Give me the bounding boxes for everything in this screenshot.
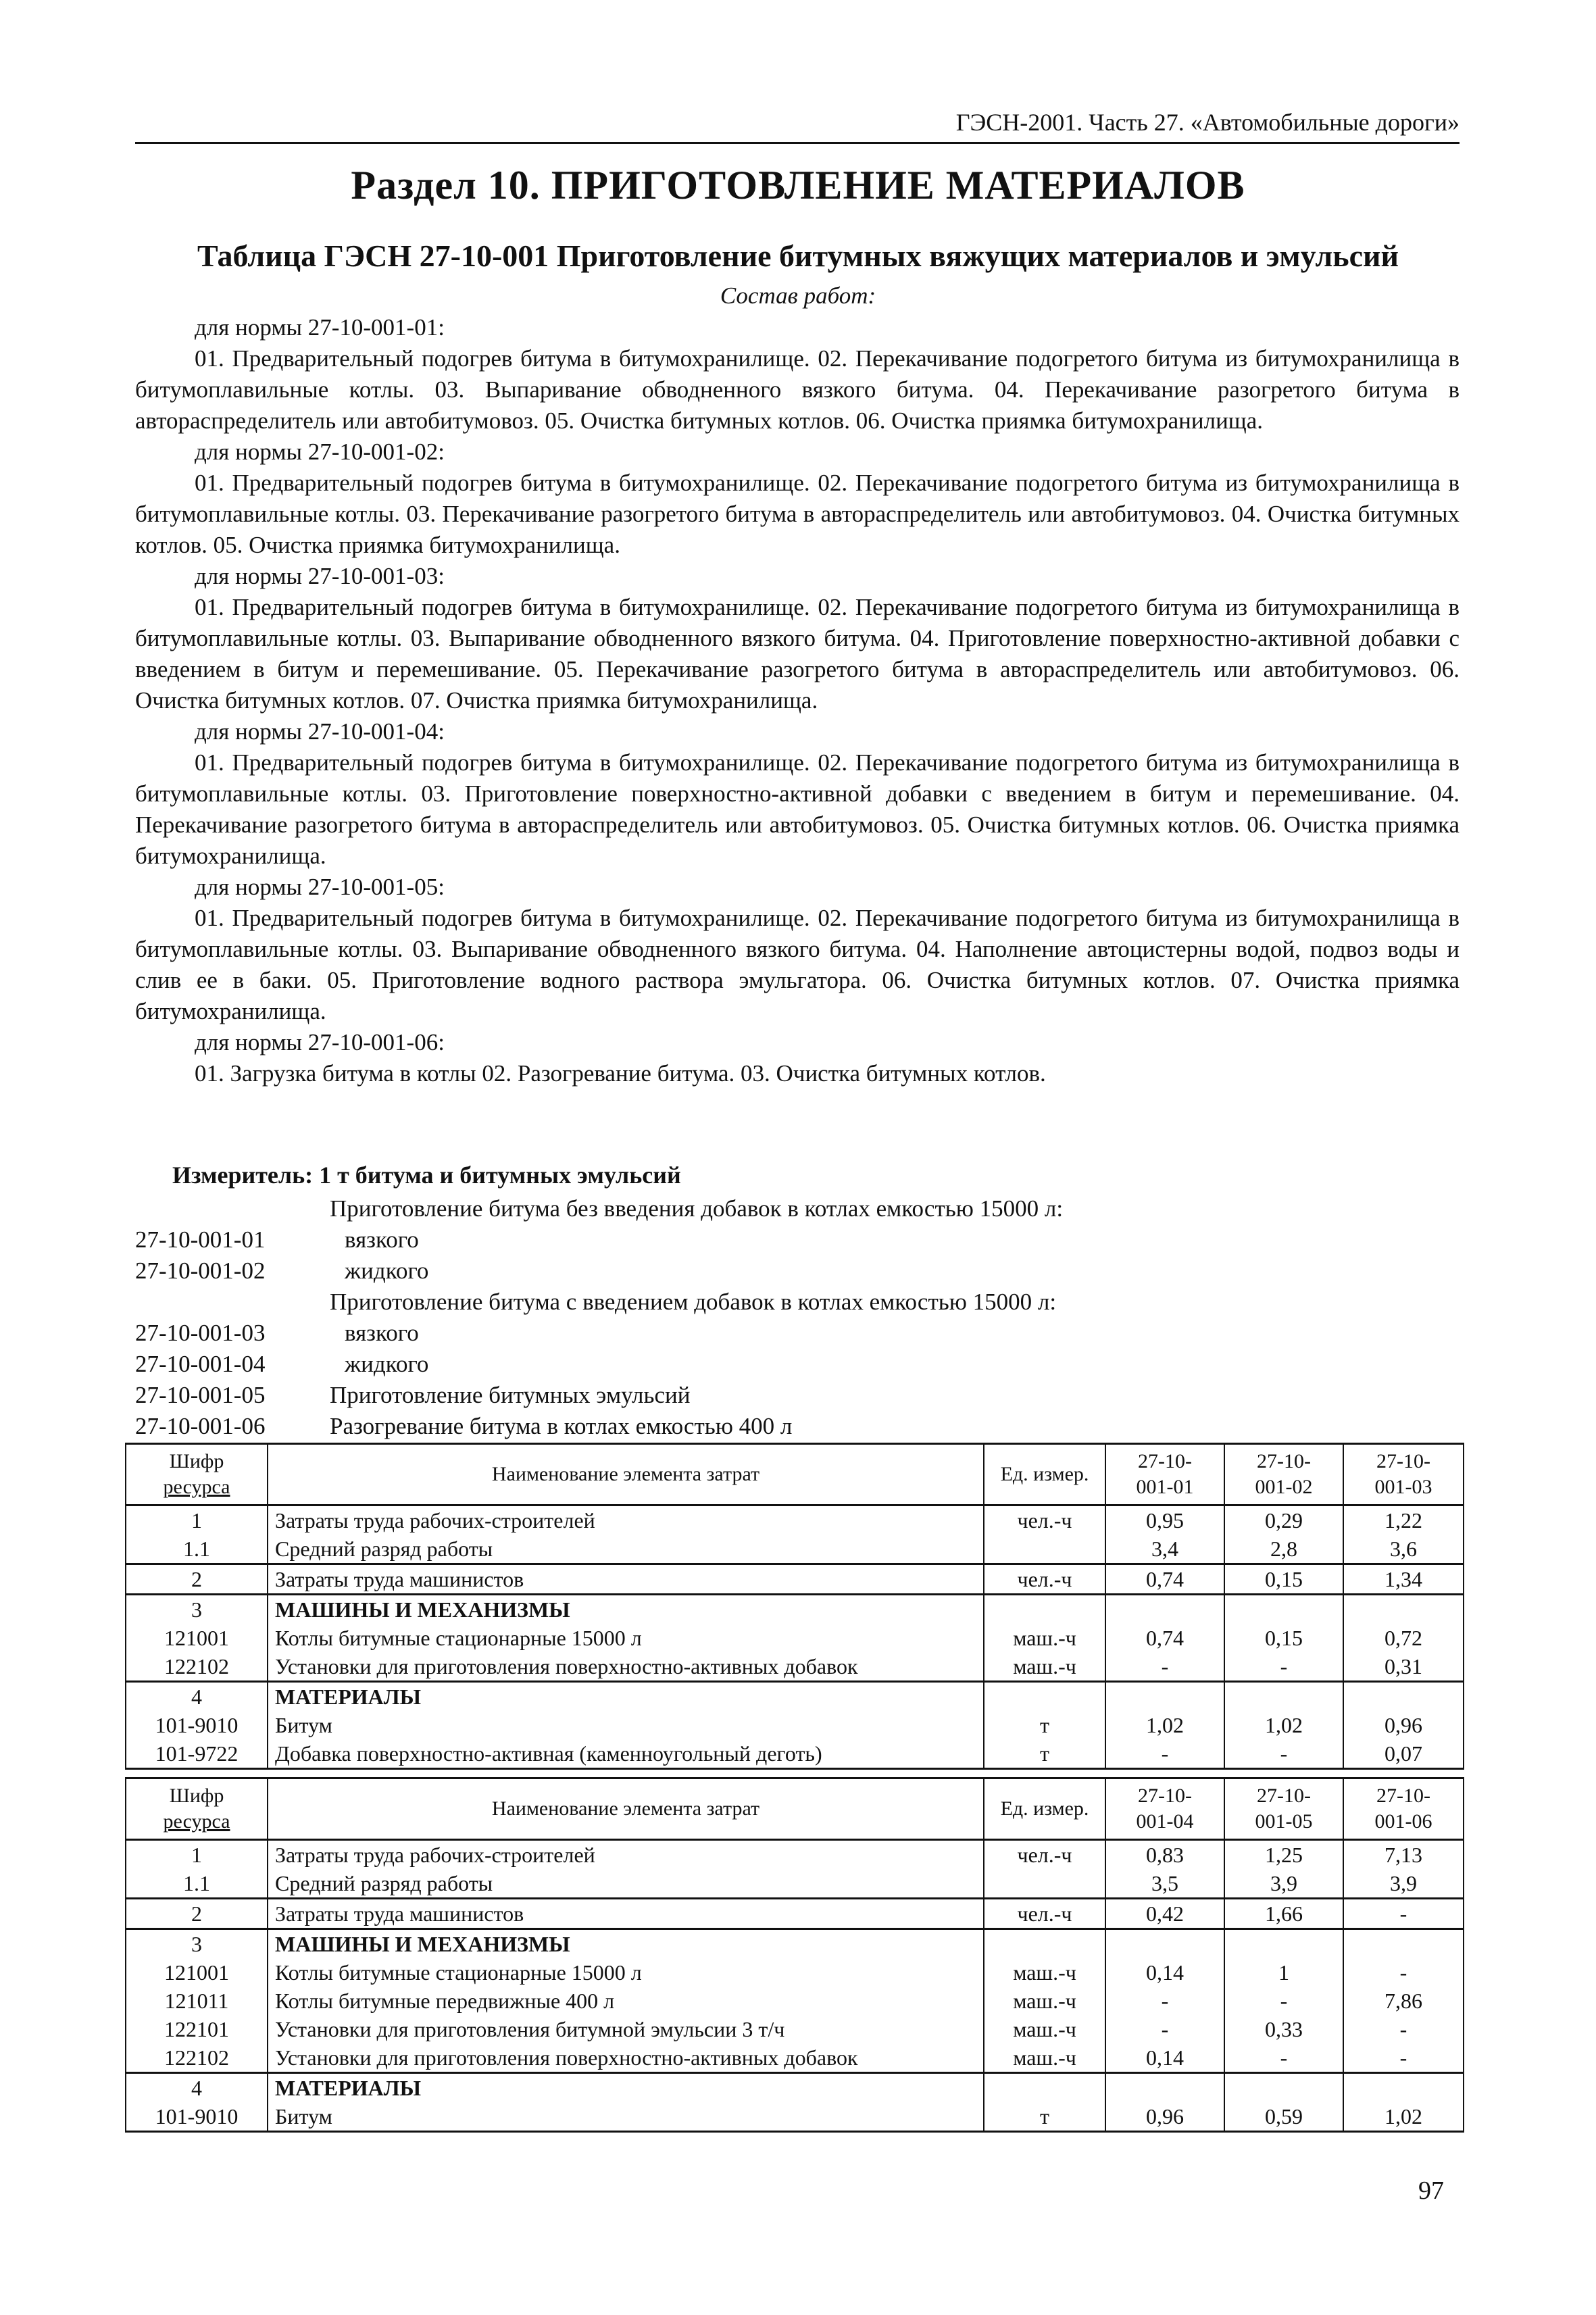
header-cost-element: Наименование элемента затрат xyxy=(268,1444,984,1505)
header-norm-02: 27-10- 001-02 xyxy=(1224,1444,1343,1505)
table-row xyxy=(126,1564,1464,1595)
table-row xyxy=(126,1869,1464,1899)
table-row xyxy=(126,2073,1464,2103)
cell-name: Затраты труда рабочих-строителей xyxy=(268,1840,984,1870)
cell-value: - xyxy=(1105,1987,1224,2015)
cell-value: 0,95 xyxy=(1105,1505,1224,1535)
cell-code: 101-9010 xyxy=(126,1711,268,1739)
norm-variants xyxy=(135,1193,1460,1442)
table-row xyxy=(126,1711,1464,1739)
cost-table-1 xyxy=(125,1443,1464,1770)
cell-value xyxy=(1224,1929,1343,1959)
table-row xyxy=(126,1652,1464,1682)
norm-text: 01. Загрузка битума в котлы 02. Разогревание битума. 03. Очистка битумных котлов. xyxy=(195,1060,1046,1087)
cell-value: 0,74 xyxy=(1105,1564,1224,1595)
cell-code: 4 xyxy=(126,2073,268,2103)
cell-value: 1,34 xyxy=(1343,1564,1464,1595)
cell-name: Затраты труда машинистов xyxy=(268,1564,984,1595)
cell-value xyxy=(1105,1682,1224,1712)
cell-value: 3,6 xyxy=(1343,1535,1464,1564)
variant-name: Разогревание битума в котлах емкостью 400 л xyxy=(330,1413,793,1439)
cell-value: 3,4 xyxy=(1105,1535,1224,1564)
cell-name: МАТЕРИАЛЫ xyxy=(268,2073,984,2103)
cell-code: 122101 xyxy=(126,2015,268,2043)
cell-code: 1 xyxy=(126,1840,268,1870)
variant-row xyxy=(135,1380,1460,1411)
table-title: Таблица ГЭСН 27-10-001 Приготовление битумных вяжущих материалов и эмульсий xyxy=(197,239,1399,273)
header-norm-05: 27-10- 001-05 xyxy=(1224,1778,1343,1840)
table-row xyxy=(126,2043,1464,2073)
cell-name: МАШИНЫ И МЕХАНИЗМЫ xyxy=(268,1595,984,1624)
norm-label: для нормы 27-10-001-01: xyxy=(195,314,445,341)
header-cost-element: Наименование элемента затрат xyxy=(268,1778,984,1840)
cell-value: 0,15 xyxy=(1224,1564,1343,1595)
variant-name: жидкого xyxy=(345,1351,429,1377)
cell-name: Средний разряд работы xyxy=(268,1535,984,1564)
variant-row xyxy=(135,1224,1460,1255)
cell-value: 3,5 xyxy=(1105,1869,1224,1899)
cell-code: 101-9722 xyxy=(126,1739,268,1769)
cell-value: 1,22 xyxy=(1343,1505,1464,1535)
variant-group-heading: Приготовление битума с введением добавок в котлах емкостью 15000 л: xyxy=(330,1289,1057,1315)
cell-value: - xyxy=(1343,1958,1464,1987)
cell-value: 7,13 xyxy=(1343,1840,1464,1870)
variant-code: 27-10-001-05 xyxy=(135,1382,266,1408)
cell-value: - xyxy=(1343,2043,1464,2073)
variant-row xyxy=(135,1318,1460,1349)
cell-value: 0,96 xyxy=(1105,2102,1224,2132)
cell-code: 2 xyxy=(126,1564,268,1595)
cell-unit: чел.-ч xyxy=(984,1840,1105,1870)
norm-label: для нормы 27-10-001-06: xyxy=(195,1029,445,1055)
cell-value: - xyxy=(1343,1899,1464,1929)
cell-value: 0,14 xyxy=(1105,1958,1224,1987)
cell-code: 1 xyxy=(126,1505,268,1535)
cell-code: 101-9010 xyxy=(126,2102,268,2132)
cell-value: 7,86 xyxy=(1343,1987,1464,2015)
cell-unit: чел.-ч xyxy=(984,1899,1105,1929)
cell-unit xyxy=(984,1929,1105,1959)
cell-unit xyxy=(984,1869,1105,1899)
cell-value xyxy=(1343,1682,1464,1712)
cell-value xyxy=(1343,1929,1464,1959)
cell-value xyxy=(1343,1595,1464,1624)
header-unit: Ед. измер. xyxy=(984,1444,1105,1505)
cell-code: 121001 xyxy=(126,1624,268,1652)
norm-text: 01. Предварительный подогрев битума в битумохранилище. 02. Перекачивание подогретого битума из битумохранилища в битумоплавильные котлы. 03. Перекачивание разогретого битума в автораспределитель или автобитумовоз. 04. Очистка битумных котлов. 05. Очистка приямка битумохранилища. xyxy=(135,470,1460,558)
variant-name: вязкого xyxy=(345,1226,419,1253)
table-header-row xyxy=(126,1778,1464,1840)
cell-unit: т xyxy=(984,1739,1105,1769)
variant-code: 27-10-001-02 xyxy=(135,1258,266,1284)
table-row xyxy=(126,1739,1464,1769)
table-header-row xyxy=(126,1444,1464,1505)
cell-unit: маш.-ч xyxy=(984,1624,1105,1652)
cell-code: 4 xyxy=(126,1682,268,1712)
section-title: Раздел 10. ПРИГОТОВЛЕНИЕ МАТЕРИАЛОВ xyxy=(351,163,1245,207)
cell-value: - xyxy=(1105,2015,1224,2043)
cell-name: Средний разряд работы xyxy=(268,1869,984,1899)
header-unit: Ед. измер. xyxy=(984,1778,1105,1840)
cell-name: МАШИНЫ И МЕХАНИЗМЫ xyxy=(268,1929,984,1959)
cell-value: 0,59 xyxy=(1224,2102,1343,2132)
variant-row xyxy=(135,1349,1460,1380)
variant-name: вязкого xyxy=(345,1320,419,1346)
composition-heading: Состав работ: xyxy=(720,282,876,309)
cell-unit xyxy=(984,1682,1105,1712)
cell-value: - xyxy=(1343,2015,1464,2043)
cell-unit: маш.-ч xyxy=(984,2043,1105,2073)
cell-code: 3 xyxy=(126,1929,268,1959)
cell-value: - xyxy=(1224,1739,1343,1769)
cell-value: 1,02 xyxy=(1224,1711,1343,1739)
norm-label: для нормы 27-10-001-02: xyxy=(195,439,445,465)
variant-row xyxy=(135,1411,1460,1442)
cell-value: 1,25 xyxy=(1224,1840,1343,1870)
cell-value xyxy=(1343,2073,1464,2103)
table-row xyxy=(126,1595,1464,1624)
cell-value: 0,72 xyxy=(1343,1624,1464,1652)
cell-value xyxy=(1224,1595,1343,1624)
table-row xyxy=(126,1505,1464,1535)
cell-unit: чел.-ч xyxy=(984,1505,1105,1535)
variant-code: 27-10-001-04 xyxy=(135,1351,266,1377)
header-norm-01: 27-10- 001-01 xyxy=(1105,1444,1224,1505)
cell-name: Установки для приготовления поверхностно-активных добавок xyxy=(268,2043,984,2073)
cell-name: Установки для приготовления битумной эмульсии 3 т/ч xyxy=(268,2015,984,2043)
cell-value: - xyxy=(1224,2043,1343,2073)
cell-value: 0,96 xyxy=(1343,1711,1464,1739)
norm-text: 01. Предварительный подогрев битума в битумохранилище. 02. Перекачивание подогретого битума из битумохранилища в битумоплавильные котлы. 03. Выпаривание обводненного вязкого битума. 04. Наполнение автоцистерны водой, подвоз воды и слив ее в баки. 05. Приготовление водного раствора эмульгатора. 06. Очистка битумных котлов. 07. Очистка приямка битумохранилища. xyxy=(135,905,1460,1024)
cell-name: МАТЕРИАЛЫ xyxy=(268,1682,984,1712)
norm-label: для нормы 27-10-001-03: xyxy=(195,563,445,589)
cell-name: Затраты труда машинистов xyxy=(268,1899,984,1929)
table-row xyxy=(126,1958,1464,1987)
header-resource-code: Шифр ресурса xyxy=(126,1444,268,1505)
cell-value: - xyxy=(1105,1652,1224,1682)
cell-value xyxy=(1105,2073,1224,2103)
cell-unit xyxy=(984,1595,1105,1624)
variant-code: 27-10-001-01 xyxy=(135,1226,266,1253)
cell-name: Затраты труда рабочих-строителей xyxy=(268,1505,984,1535)
cell-unit: т xyxy=(984,2102,1105,2132)
cell-code: 2 xyxy=(126,1899,268,1929)
cell-code: 122102 xyxy=(126,2043,268,2073)
cell-value: 3,9 xyxy=(1343,1869,1464,1899)
cell-value: 3,9 xyxy=(1224,1869,1343,1899)
cell-code: 122102 xyxy=(126,1652,268,1682)
table-row xyxy=(126,1535,1464,1564)
cell-unit: маш.-ч xyxy=(984,1652,1105,1682)
cell-value: 0,33 xyxy=(1224,2015,1343,2043)
header-norm-03: 27-10- 001-03 xyxy=(1343,1444,1464,1505)
variant-name: жидкого xyxy=(345,1258,429,1284)
header-resource-code: Шифр ресурса xyxy=(126,1778,268,1840)
norm-text: 01. Предварительный подогрев битума в битумохранилище. 02. Перекачивание подогретого битума из битумохранилища в битумоплавильные котлы. 03. Выпаривание обводненного вязкого битума. 04. Перекачивание разогретого битума в автораспределитель или автобитумовоз. 05. Очистка битумных котлов. 06. Очистка приямка битумохранилища. xyxy=(135,345,1460,434)
cell-code: 1.1 xyxy=(126,1869,268,1899)
cell-value: 0,74 xyxy=(1105,1624,1224,1652)
cell-name: Добавка поверхностно-активная (каменноугольный деготь) xyxy=(268,1739,984,1769)
cell-code: 121001 xyxy=(126,1958,268,1987)
cell-value: 0,42 xyxy=(1105,1899,1224,1929)
norm-text: 01. Предварительный подогрев битума в битумохранилище. 02. Перекачивание подогретого битума из битумохранилища в битумоплавильные котлы. 03. Выпаривание обводненного вязкого битума. 04. Приготовление поверхностно-активной добавки с введением в битум и перемешивание. 05. Перекачивание разогретого битума в автораспределитель или автобитумовоз. 06. Очистка битумных котлов. 07. Очистка приямка битумохранилища. xyxy=(135,594,1460,714)
cell-value: 0,83 xyxy=(1105,1840,1224,1870)
cell-value: 0,15 xyxy=(1224,1624,1343,1652)
cell-value: 0,14 xyxy=(1105,2043,1224,2073)
cell-name: Котлы битумные стационарные 15000 л xyxy=(268,1958,984,1987)
cost-table-2 xyxy=(125,1777,1464,2133)
table-row xyxy=(126,1682,1464,1712)
cell-value xyxy=(1105,1595,1224,1624)
cell-name: Установки для приготовления поверхностно-активных добавок xyxy=(268,1652,984,1682)
table-row xyxy=(126,1840,1464,1870)
cell-value: 1 xyxy=(1224,1958,1343,1987)
cell-value: - xyxy=(1224,1652,1343,1682)
variant-group-heading: Приготовление битума без введения добавок в котлах емкостью 15000 л: xyxy=(330,1195,1064,1222)
table-row xyxy=(126,1899,1464,1929)
header-norm-04: 27-10- 001-04 xyxy=(1105,1778,1224,1840)
cell-value xyxy=(1224,2073,1343,2103)
cell-value: 1,02 xyxy=(1343,2102,1464,2132)
table-row xyxy=(126,1929,1464,1959)
cell-unit: маш.-ч xyxy=(984,1958,1105,1987)
cell-code: 1.1 xyxy=(126,1535,268,1564)
cell-name: Битум xyxy=(268,1711,984,1739)
cell-value: - xyxy=(1105,1739,1224,1769)
cell-value xyxy=(1105,1929,1224,1959)
variant-code: 27-10-001-06 xyxy=(135,1413,266,1439)
cell-unit: чел.-ч xyxy=(984,1564,1105,1595)
cell-unit xyxy=(984,1535,1105,1564)
table-row xyxy=(126,1987,1464,2015)
cell-value: - xyxy=(1224,1987,1343,2015)
cell-name: Котлы битумные передвижные 400 л xyxy=(268,1987,984,2015)
variant-code: 27-10-001-03 xyxy=(135,1320,266,1346)
cell-value xyxy=(1224,1682,1343,1712)
cell-unit xyxy=(984,2073,1105,2103)
cell-value: 1,02 xyxy=(1105,1711,1224,1739)
table-row xyxy=(126,2102,1464,2132)
work-composition xyxy=(135,312,1460,1089)
cell-name: Битум xyxy=(268,2102,984,2132)
norm-label: для нормы 27-10-001-05: xyxy=(195,874,445,900)
cell-name: Котлы битумные стационарные 15000 л xyxy=(268,1624,984,1652)
page-number: 97 xyxy=(1418,2176,1444,2205)
cell-code: 121011 xyxy=(126,1987,268,2015)
variant-row xyxy=(135,1255,1460,1287)
cell-code: 3 xyxy=(126,1595,268,1624)
cell-value: 0,29 xyxy=(1224,1505,1343,1535)
norm-label: для нормы 27-10-001-04: xyxy=(195,718,445,745)
table-row xyxy=(126,2015,1464,2043)
cell-value: 2,8 xyxy=(1224,1535,1343,1564)
running-header: ГЭСН-2001. Часть 27. «Автомобильные дороги» xyxy=(135,108,1460,144)
cell-value: 0,31 xyxy=(1343,1652,1464,1682)
cell-value: 1,66 xyxy=(1224,1899,1343,1929)
table-row xyxy=(126,1624,1464,1652)
cell-unit: маш.-ч xyxy=(984,1987,1105,2015)
header-norm-06: 27-10- 001-06 xyxy=(1343,1778,1464,1840)
variant-name: Приготовление битумных эмульсий xyxy=(330,1382,691,1408)
cell-value: 0,07 xyxy=(1343,1739,1464,1769)
measure-unit: Измеритель: 1 т битума и битумных эмульсий xyxy=(172,1162,681,1189)
norm-text: 01. Предварительный подогрев битума в битумохранилище. 02. Перекачивание подогретого битума из битумохранилища в битумоплавильные котлы. 03. Приготовление поверхностно-активной добавки с введением в битум и перемешивание. 04. Перекачивание разогретого битума в автораспределитель или автобитумовоз. 05. Очистка битумных котлов. 06. Очистка приямка битумохранилища. xyxy=(135,749,1460,869)
cell-unit: маш.-ч xyxy=(984,2015,1105,2043)
cell-unit: т xyxy=(984,1711,1105,1739)
